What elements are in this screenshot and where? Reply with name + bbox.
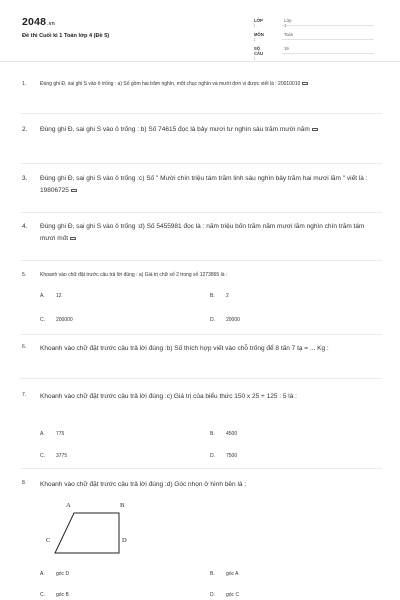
- vertex-label-c: C: [46, 537, 51, 544]
- exam-title: Đề thi Cuối kì 1 Toán lớp 4 (Đề 5): [22, 33, 110, 39]
- question-number: 6.: [22, 344, 27, 350]
- question-number: 2.: [22, 126, 28, 133]
- info-divider: [282, 53, 374, 54]
- question-text: Đúng ghi Đ, sai ghi S vào ô trống :d) Số 5455981 đọc là : năm triệu bốn trăm năm mươi lăm nghìn chín trăm tám mươi mốt: [40, 223, 365, 242]
- question-number: 4.: [22, 223, 28, 230]
- vertex-label-d: D: [122, 537, 127, 544]
- info-label: MÔN :: [254, 32, 264, 42]
- vertex-label-a: A: [66, 502, 71, 509]
- question-7: 7. Khoanh vào chữ đặt trước câu trả lời đúng :c) Giá trị của biểu thức 150 x 25 + 125 : 5 là : A. 775 B. 4500 C. 3775 D. 7500: [20, 391, 382, 469]
- answer-box[interactable]: [312, 128, 318, 132]
- question-number: 5.: [22, 272, 27, 278]
- question-text: Khoanh vào chữ đặt trước câu trả lời đúng :d) Góc nhọn ở hình bên là :: [40, 481, 247, 488]
- answer-box[interactable]: [70, 237, 76, 241]
- question-text: Khoanh vào chữ đặt trước câu trả lời đúng : a) Giá trị chữ số 2 trong số 1273865 là :: [40, 272, 228, 278]
- question-text: Khoanh vào chữ đặt trước câu trả lời đúng :b) Số thích hợp viết vào chỗ trống để 8 tấn 7 tạ = ... Kg :: [40, 345, 329, 352]
- question-text: Đúng ghi Đ, sai ghi S vào ô trống : b) Số 74615 đọc là bảy mươi tư nghìn sáu trăm mười năm: [40, 124, 378, 136]
- answer-box[interactable]: [71, 189, 77, 193]
- info-value: Toán: [284, 32, 294, 37]
- question-number: 7.: [22, 392, 27, 398]
- question-number: 1.: [22, 81, 27, 87]
- vertex-label-b: B: [120, 502, 125, 509]
- exam-header: [0, 0, 400, 62]
- info-label: LỚP :: [254, 18, 263, 28]
- question-text: Khoanh vào chữ đặt trước câu trả lời đúng :c) Giá trị của biểu thức 150 x 25 + 125 : 5 là :: [40, 393, 297, 400]
- logo-suffix: .vn: [47, 21, 55, 27]
- question-text: Đúng ghi Đ, sai ghi S vào ô trống :c) Số " Mười chín triệu tám trăm linh sáu nghìn bảy trăm hai mươi lăm " viết là : 19806725: [40, 175, 368, 194]
- question-1: [20, 80, 382, 114]
- answer-box[interactable]: [302, 82, 308, 86]
- logo-text: 2048: [22, 16, 47, 28]
- info-value: 19: [284, 46, 289, 51]
- question-2: [20, 124, 382, 164]
- quadrilateral-figure: [46, 502, 130, 556]
- question-number: 8.: [22, 480, 27, 486]
- info-divider: [282, 39, 374, 40]
- question-6: [20, 343, 382, 379]
- info-divider: [282, 25, 374, 26]
- info-value: Lớp 4: [284, 18, 292, 28]
- question-8: 8. Khoanh vào chữ đặt trước câu trả lời đúng :d) Góc nhọn ở hình bên là : A. góc D B. góc A C. góc B D. góc C: [20, 479, 382, 600]
- question-4: [20, 221, 382, 261]
- quadrilateral-shape: [50, 502, 130, 556]
- question-number: 3.: [22, 175, 28, 182]
- info-label: SỐ CÂU :: [254, 46, 264, 61]
- question-text: Đúng ghi Đ, sai ghi S vào ô trống : a) Số gồm hai trăm nghìn, một chục nghìn và mười đơn vị được viết là : 20010010: [40, 80, 378, 89]
- question-3: [20, 173, 382, 213]
- site-logo[interactable]: [22, 16, 55, 28]
- question-5: 5. Khoanh vào chữ đặt trước câu trả lời đúng : a) Giá trị chữ số 2 trong số 1273865 là : A. 12 B. 2 C. 200000 D. 20000: [20, 271, 382, 335]
